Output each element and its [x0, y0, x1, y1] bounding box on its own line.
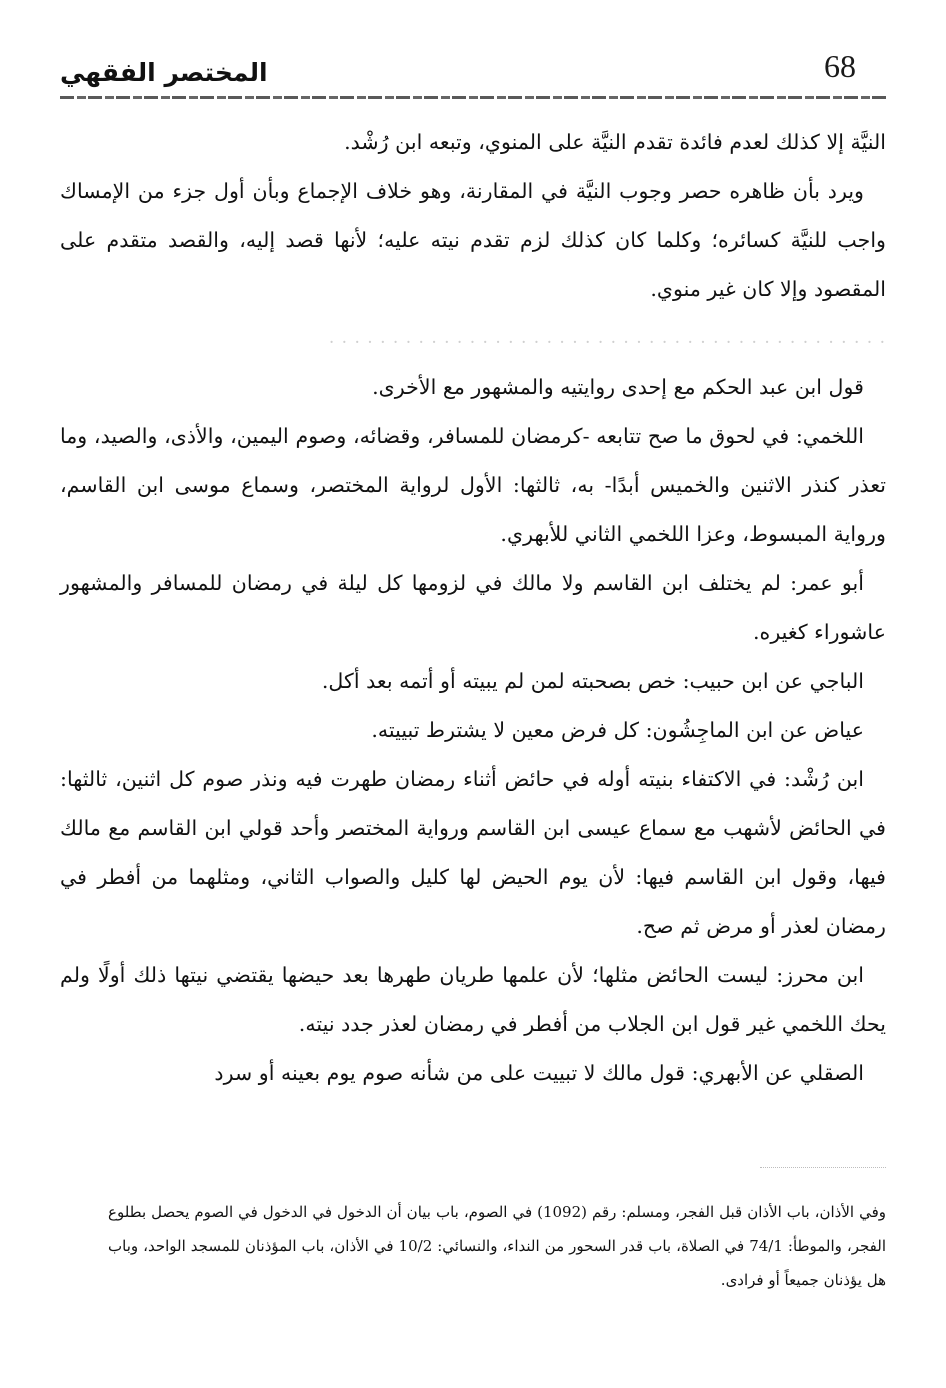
paragraph: ابن رُشْد: في الاكتفاء بنيته أوله في حائض أثناء رمضان طهرت فيه ونذر صوم كل اثنين، ثالثها: في الحائض لأشهب مع سماع عيسى ابن القاسم ورواية المختصر وأحد قولي ابن القاسم مع مالك فيها، وقول ابن القاسم فيها: لأن يوم الحيض لها كليل والصواب الثاني، ومثلهما من أفطر في رمضان لعذر أو مرض ثم صح.	[60, 767, 886, 938]
footnote-divider	[760, 1167, 886, 1169]
paragraph: قول ابن عبد الحكم مع إحدى روايتيه والمشهور مع الأخرى.	[372, 375, 864, 399]
header-rule	[60, 96, 886, 99]
paragraph: أبو عمر: لم يختلف ابن القاسم ولا مالك في لزومها كل ليلة في رمضان للمسافر والمشهور عاشوراء كغيره.	[60, 571, 886, 644]
main-text	[60, 118, 886, 1098]
paragraph: ويرد بأن ظاهره حصر وجوب النيَّة في المقارنة، وهو خلاف الإجماع وبأن أول جزء من الإمساك واجب للنيَّة كسائره؛ وكلما كان كذلك لزم تقدم نيته عليه؛ لأنها قصد إليه، والقصد متقدم على المقصود وإلا كان غير منوي.	[60, 179, 886, 301]
page-number: 68	[824, 48, 856, 84]
footnote: وفي الأذان، باب الأذان قبل الفجر، ومسلم: رقم (1092) في الصوم، باب بيان أن الدخول في الدخول في الصوم يحصل بطلوع الفجر، والموطأ: 74/1 في الصلاة، باب قدر السحور من النداء، والنسائي: 10/2 في الأذان، باب المؤذنان للمسجد الواحد، وباب هل يؤذنان جميعاً أو فرادى.	[108, 1203, 886, 1289]
paragraph: عياض عن ابن الماجِشُون: كل فرض معين لا يشترط تبييته.	[371, 718, 864, 742]
paragraph: ابن محرز: ليست الحائض مثلها؛ لأن علمها طريان طهرها بعد حيضها يقتضي نيتها ذلك أولًا ولم يحك اللخمي غير قول ابن الجلاب من أفطر في رمضان لعذر جدد نيته.	[60, 963, 886, 1036]
paragraph: الصقلي عن الأبهري: قول مالك لا تبييت على من شأنه صوم يوم بعينه أو سرد	[214, 1061, 864, 1085]
running-title: المختصر الفقهي	[60, 58, 268, 87]
paragraph: اللخمي: في لحوق ما صح تتابعه -كرمضان للمسافر، وقضائه، وصوم اليمين، والأذى، والصيد، وما تعذر كنذر الاثنين والخميس أبدًا- به، ثالثها: الأول لرواية المختصر، وسماع موسى ابن القاسم، ورواية المبسوط، وعزا اللخمي الثاني للأبهري.	[60, 424, 886, 546]
paragraph: النيَّة إلا كذلك لعدم فائدة تقدم النيَّة على المنوي، وتبعه ابن رُشْد.	[344, 130, 886, 154]
faded-line: . . . . . . . . . . . . . . . . . . . . . . . . . . . . . . . . . . . . . . . . . . . .	[328, 328, 886, 348]
page-header	[60, 48, 866, 88]
paragraph: الباجي عن ابن حبيب: خص بصحبته لمن لم يبيته أو أتمه بعد أكل.	[321, 669, 864, 693]
